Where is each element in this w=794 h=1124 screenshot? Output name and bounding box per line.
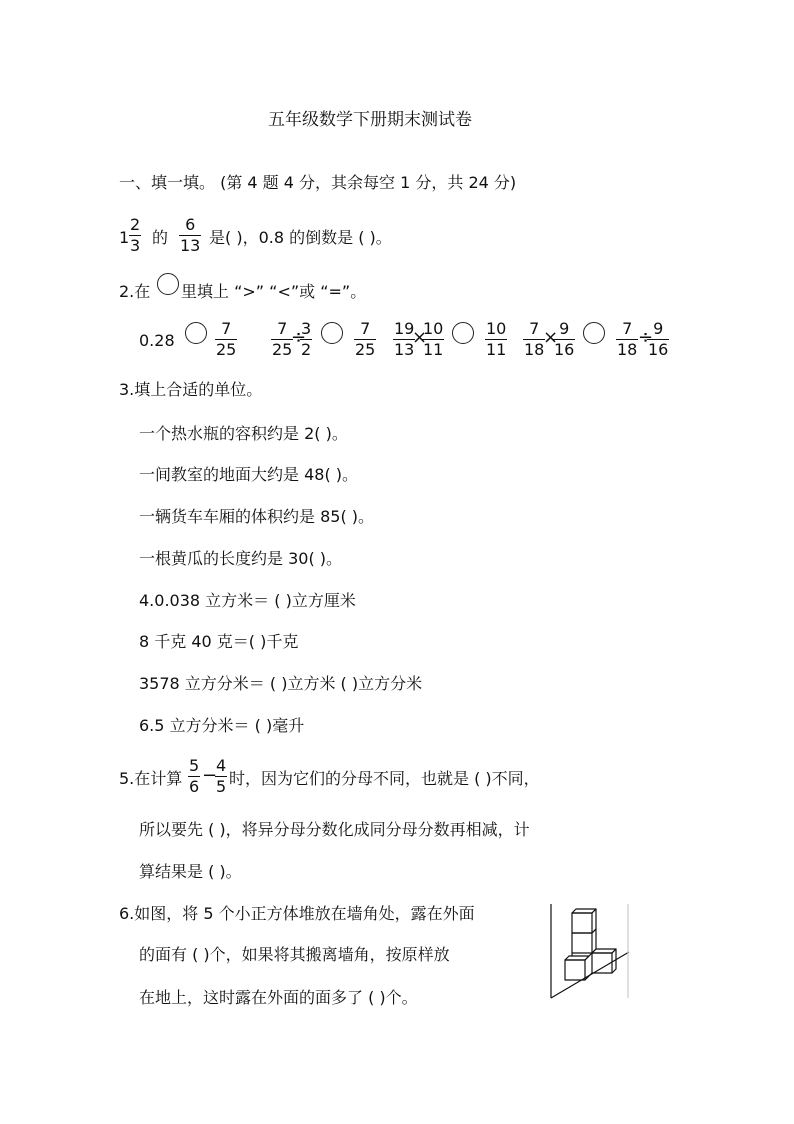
q2-c3-left-b — [422, 320, 444, 359]
q3-line: 一根黄瓜的长度约是 30( )。 — [139, 549, 343, 568]
denominator: 16 — [648, 340, 669, 359]
numerator: 10 — [486, 319, 507, 338]
denominator: 16 — [554, 340, 575, 359]
numerator: 7 — [277, 319, 288, 338]
q1-fraction-b — [179, 216, 201, 255]
q3-line: 一辆货车车厢的体积约是 85( )。 — [139, 507, 375, 526]
q2-c4-right-a — [616, 320, 638, 359]
denominator: 6 — [189, 777, 200, 796]
denominator: 5 — [216, 777, 227, 796]
multiply-sign: × — [543, 327, 559, 348]
q5-line-2: 所以要先 ( )，将异分母分数化成同分母分数再相减，计 — [139, 820, 530, 839]
answer-circle[interactable] — [583, 322, 605, 344]
q4-line: 3578 立方分米＝ ( )立方米 ( )立方分米 — [139, 674, 423, 693]
multiply-sign: × — [412, 327, 428, 348]
q1-de: 的 — [152, 228, 169, 247]
numerator: 7 — [529, 319, 540, 338]
denominator: 11 — [486, 340, 507, 359]
numerator: 2 — [130, 215, 141, 234]
denominator: 11 — [423, 340, 444, 359]
section-heading: 一、填一填。 (第 4 题 4 分，其余每空 1 分，共 24 分) — [119, 173, 517, 192]
page-title: 五年级数学下册期末测试卷 — [268, 110, 472, 130]
denominator: 13 — [180, 236, 201, 255]
q2-c3-right — [485, 320, 507, 359]
numerator: 7 — [622, 319, 633, 338]
q5-text: 时，因为它们的分母不同，也就是 ( )不同， — [229, 769, 540, 788]
denominator: 25 — [216, 340, 237, 359]
numerator: 7 — [221, 319, 232, 338]
q3-line: 一个热水瓶的容积约是 2( )。 — [139, 424, 348, 443]
numerator: 5 — [189, 756, 200, 775]
numerator: 9 — [559, 319, 570, 338]
denominator: 2 — [301, 340, 312, 359]
denominator: 18 — [524, 340, 545, 359]
q2-c2-left-b — [300, 320, 312, 359]
divide-sign: ÷ — [638, 327, 654, 348]
denominator: 25 — [272, 340, 293, 359]
minus-sign: − — [202, 765, 218, 786]
denominator: 25 — [355, 340, 376, 359]
q6-line-3: 在地上，这时露在外面的面多了 ( )个。 — [139, 988, 418, 1007]
numerator: 4 — [216, 756, 227, 775]
answer-circle[interactable] — [452, 322, 474, 344]
q3-title: 3.填上合适的单位。 — [119, 380, 263, 399]
numerator: 7 — [360, 319, 371, 338]
q5-prefix: 5.在计算 — [119, 769, 183, 788]
q6-line-2: 的面有 ( )个，如果将其搬离墙角，按原样放 — [139, 945, 450, 964]
numerator: 10 — [423, 319, 444, 338]
q5-fraction-a — [188, 757, 200, 796]
q2-c2-left-a — [271, 320, 293, 359]
numerator: 9 — [653, 319, 664, 338]
q2-prefix: 2.在 — [119, 282, 151, 301]
q5-fraction-b — [215, 757, 227, 796]
numerator: 3 — [301, 319, 312, 338]
q2-c4-left-b — [553, 320, 575, 359]
q5-line-3: 算结果是 ( )。 — [139, 862, 242, 881]
q1-text: 是( )，0.8 的倒数是 ( )。 — [209, 228, 392, 247]
divide-sign: ÷ — [291, 327, 307, 348]
q2-c1-left: 0.28 — [139, 331, 175, 350]
q2-c1-right — [215, 320, 237, 359]
q6-line-1: 6.如图，将 5 个小正方体堆放在墙角处，露在外面 — [119, 904, 475, 923]
blank-circle-icon — [157, 273, 179, 295]
answer-circle[interactable] — [185, 322, 207, 344]
q4-line: 4.0.038 立方米＝ ( )立方厘米 — [139, 591, 356, 610]
answer-circle[interactable] — [321, 322, 343, 344]
numerator: 6 — [185, 215, 196, 234]
numerator: 19 — [394, 319, 415, 338]
q2-instruction: 里填上 “>” “<”或 “=”。 — [181, 282, 367, 301]
q1-whole: 1 — [119, 228, 130, 247]
q1-fraction-a — [129, 216, 141, 255]
denominator: 18 — [617, 340, 638, 359]
q2-c4-right-b — [647, 320, 669, 359]
stacked-cubes-figure — [545, 900, 635, 1002]
denominator: 13 — [394, 340, 415, 359]
q4-line: 6.5 立方分米＝ ( )毫升 — [139, 716, 305, 735]
denominator: 3 — [130, 236, 141, 255]
q2-c2-right — [354, 320, 376, 359]
q3-line: 一间教室的地面大约是 48( )。 — [139, 465, 359, 484]
q4-line: 8 千克 40 克＝( )千克 — [139, 632, 299, 651]
q2-c4-left-a — [523, 320, 545, 359]
